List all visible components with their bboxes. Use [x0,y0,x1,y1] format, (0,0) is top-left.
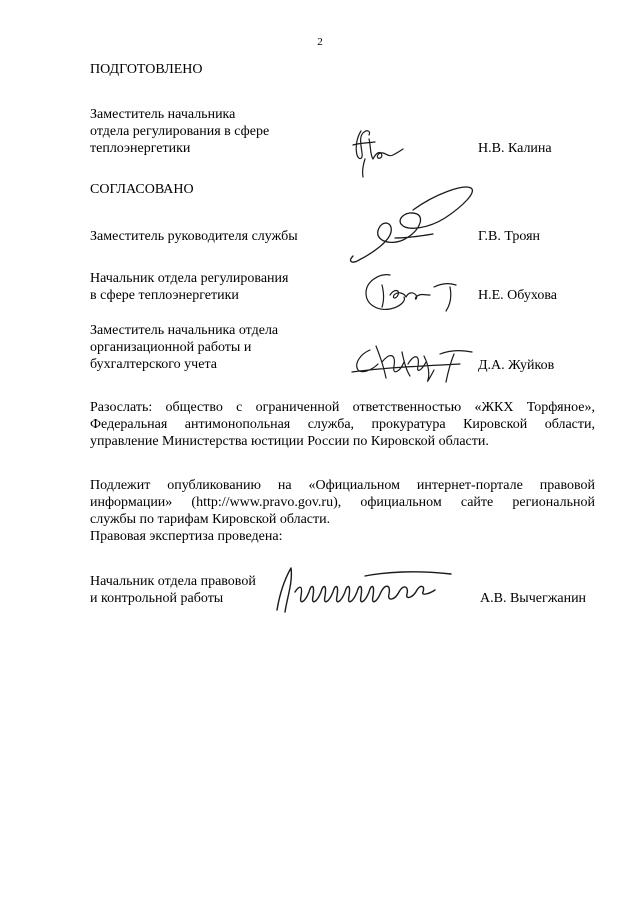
role-line: Заместитель начальника отдела [90,323,279,338]
signature-zhuykov [350,340,475,385]
role-line: бухгалтерского учета [90,357,217,372]
role-line: Начальник отдела регулирования [90,271,289,286]
agreed-heading: СОГЛАСОВАНО [90,182,194,197]
expertise-line: Правовая экспертиза проведена: [90,529,283,544]
role-line: отдела регулирования в сфере [90,124,270,139]
role-line: Начальник отдела правовой [90,574,256,589]
publication-line: информации» (http://www.pravo.gov.ru), официальном сайте региональной [90,495,595,510]
publication-paragraph [90,477,595,545]
role-line: и контрольной работы [90,591,224,606]
publication-line: Подлежит опубликованию на «Официальном интернет-портале правовой [90,478,595,493]
agreed-entry-name: Г.В. Троян [478,229,541,244]
distribution-line: управление Министерства юстиции России по Кировской области. [90,434,489,449]
legal-name: А.В. Вычегжанин [480,591,587,606]
role-line: теплоэнергетики [90,141,191,156]
agreed-entry-name: Д.А. Жуйков [478,358,555,373]
agreed-entry-role [90,322,278,373]
signature-troyan [345,180,475,270]
distribution-line: Федеральная антимонопольная служба, прокуратура Кировской области, [90,417,595,432]
prepared-name: Н.В. Калина [478,141,552,156]
role-line: организационной работы и [90,340,252,355]
agreed-entry-role [90,270,288,304]
publication-line: службы по тарифам Кировской области. [90,512,331,527]
prepared-heading: ПОДГОТОВЛЕНО [90,62,203,77]
page-number: 2 [317,36,323,48]
agreed-entry-name: Н.Е. Обухова [478,288,557,303]
distribution-line: Разослать: общество с ограниченной ответственностью «ЖКХ Торфяное», [90,400,595,415]
signature-vychegzhanin [265,562,455,617]
distribution-paragraph [90,399,595,450]
agreed-entry-role [90,228,298,245]
signature-kalina [345,125,405,180]
legal-role [90,573,256,607]
prepared-role [90,106,269,157]
signature-obukhova [360,265,460,315]
role-line: Заместитель руководителя службы [90,229,298,244]
role-line: Заместитель начальника [90,107,236,122]
role-line: в сфере теплоэнергетики [90,288,239,303]
